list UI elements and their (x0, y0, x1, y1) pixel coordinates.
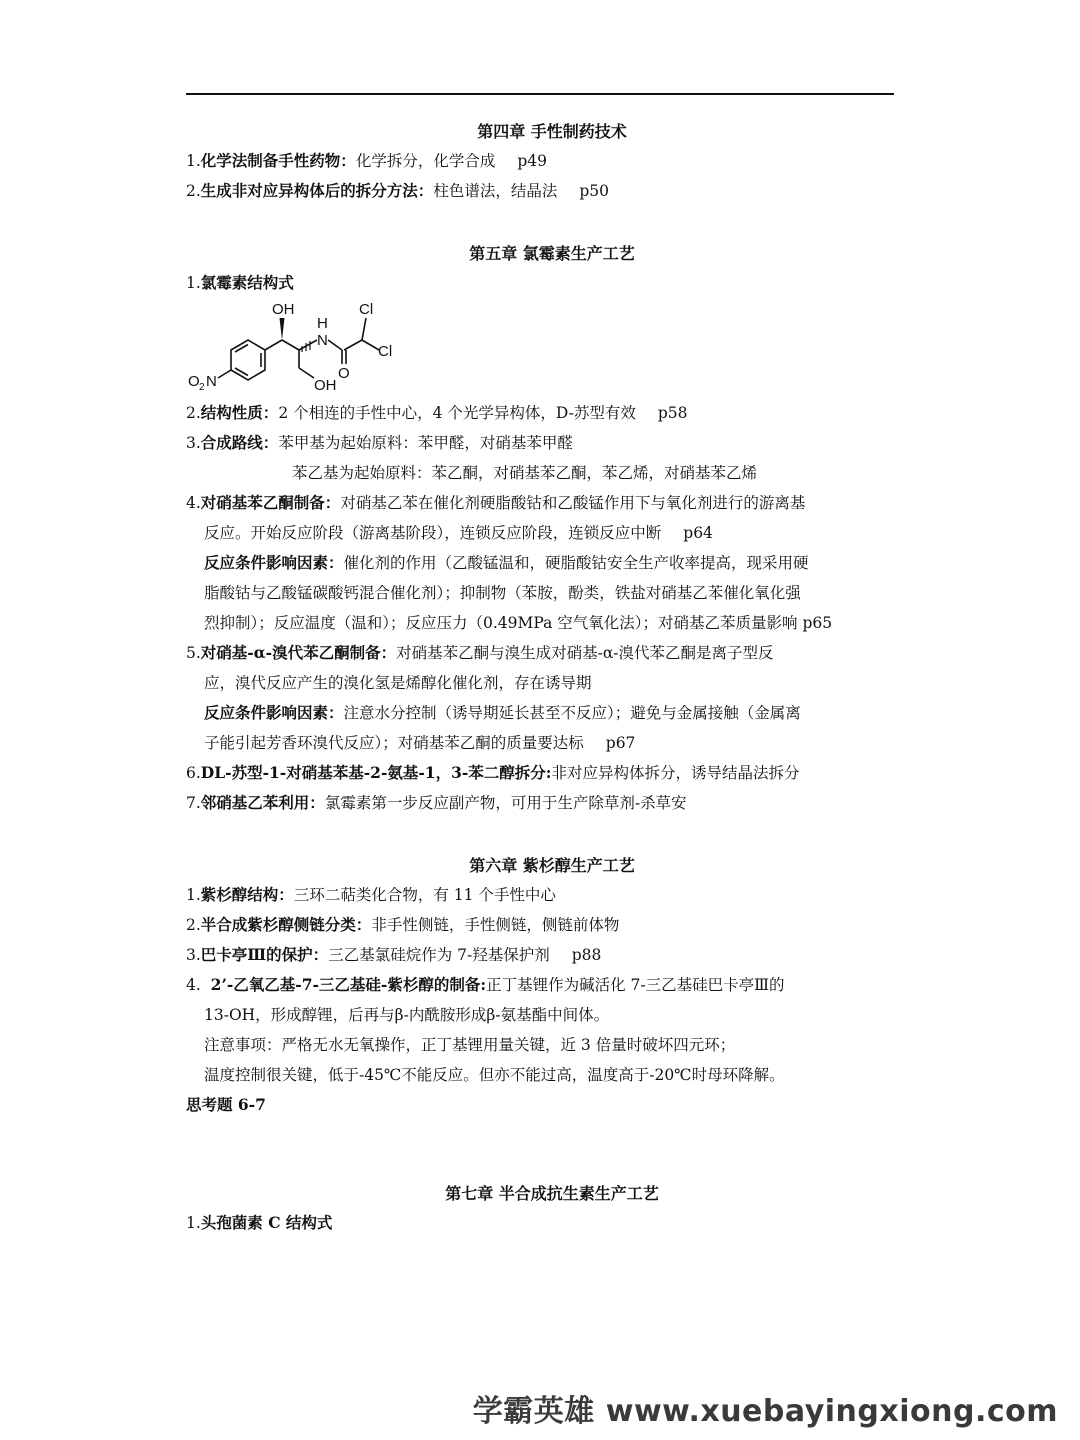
page-ref: p49 (517, 152, 547, 170)
hashed-bond (302, 341, 310, 352)
ch5-item-4-line-2 (186, 518, 898, 548)
thinking-questions: 思考题 6-7 (186, 1095, 266, 1114)
item-text: 对硝基苯乙酮与溴生成对硝基-α-溴代苯乙酮是离子型反 (396, 644, 774, 662)
item-label: 氯霉素结构式 (200, 273, 294, 292)
item-label: 巴卡亭Ⅲ的保护： (200, 945, 329, 964)
ch6-item-4-line-4: 温度控制很关键，低于-45℃不能反应。但亦不能过高，温度高于-20℃时母环降解。 (204, 1066, 785, 1084)
item-label: 结构性质： (200, 403, 279, 422)
site-watermark: 学霸英雄 www.xuebayingxiong.com (472, 1394, 1058, 1429)
cl-top-label: Cl (359, 301, 374, 318)
item-text: 2 个相连的手性中心，4 个光学异构体，D-苏型有效 (278, 404, 636, 422)
page-ref: p64 (683, 524, 713, 542)
ch5-item-4-factors-line-3 (186, 608, 898, 638)
nh-n-label: N (317, 332, 328, 349)
item-text: 反应。开始反应阶段（游离基阶段），连锁反应阶段，连锁反应中断 (204, 524, 662, 542)
no2-n-label: N (206, 373, 217, 390)
item-number: 3. (186, 434, 201, 452)
item-label: 对硝基-α-溴代苯乙酮制备： (200, 643, 397, 662)
carbonyl-o-label: O (338, 365, 350, 382)
item-text: 氯霉素第一步反应副产物，可用于生产除草剂-杀草安 (324, 794, 687, 812)
wedge-bond (280, 318, 285, 340)
item-label: 合成路线： (200, 433, 279, 452)
ch5-item-2 (186, 398, 898, 428)
ch5-item-3-line-2: 苯乙基为起始原料：苯乙酮，对硝基苯乙酮，苯乙烯，对硝基苯乙烯 (292, 464, 758, 482)
ch5-item-3 (186, 428, 898, 458)
item-label: 半合成紫杉醇侧链分类： (200, 915, 372, 934)
item-number: 2. (186, 916, 201, 934)
item-number: 1. (186, 274, 201, 292)
chapter-6-title: 第六章 紫杉醇生产工艺 (469, 856, 635, 875)
item-number: 1. (186, 152, 201, 170)
item-label: 紫杉醇结构： (200, 885, 294, 904)
item-number: 3. (186, 946, 201, 964)
item-text: 对硝基乙苯在催化剂硬脂酸钴和乙酸锰作用下与氧化剂进行的游离基 (340, 494, 806, 512)
ch5-item-5-line-2: 应，溴代反应产生的溴化氢是烯醇化催化剂，存在诱导期 (204, 674, 592, 692)
page-ref: p88 (571, 946, 602, 964)
ch5-item-4-factors-line-2: 脂酸钴与乙酸锰碳酸钙混合催化剂）；抑制物（苯胺，酚类，铁盐对硝基乙苯催化氧化强 (204, 584, 801, 602)
ch5-item-4-factors (186, 548, 898, 578)
page-ref: p65 (802, 614, 833, 632)
item-label: 2’-乙氧乙基-7-三乙基硅-紫杉醇的制备: (210, 975, 487, 994)
item-text: 非对应异构体拆分，诱导结晶法拆分 (551, 764, 800, 782)
item-text: 正丁基锂作为碱活化 7-三乙基硅巴卡亭Ⅲ的 (486, 976, 785, 994)
header-rule (186, 93, 894, 95)
ch5-item-4 (186, 488, 898, 518)
item-text: 苯甲基为起始原料：苯甲醛，对硝基苯甲醛 (278, 434, 573, 452)
ch5-item-7 (186, 788, 898, 818)
document-body (186, 118, 898, 1238)
page-ref: p67 (605, 734, 636, 752)
item-label: 化学法制备手性药物： (200, 151, 356, 170)
page-ref: p50 (579, 182, 609, 200)
nh-h-label: H (317, 315, 328, 332)
chapter-7-title: 第七章 半合成抗生素生产工艺 (445, 1184, 659, 1203)
item-number: 4. (186, 494, 201, 512)
item-number: 1. (186, 886, 201, 904)
no2-subscript: 2 (199, 382, 205, 393)
cl-right-label: Cl (378, 343, 393, 360)
item-label: 对硝基苯乙酮制备： (200, 493, 341, 512)
ch5-item-5-factors (186, 698, 898, 728)
item-text: 三环二萜类化合物，有 11 个手性中心 (293, 886, 556, 904)
item-text: 非手性侧链，手性侧链，侧链前体物 (371, 916, 620, 934)
ch6-item-4 (186, 970, 898, 1000)
factors-label: 反应条件影响因素： (204, 553, 344, 572)
item-label: DL-苏型-1-对硝基苯基-2-氨基-1，3-苯二醇拆分: (200, 763, 552, 782)
structure-bonds (218, 318, 379, 380)
ch5-item-5 (186, 638, 898, 668)
item-number: 4. (186, 976, 201, 994)
chloramphenicol-structure (186, 298, 436, 394)
item-text: 柱色谱法，结晶法 (433, 182, 558, 200)
factors-label: 反应条件影响因素： (204, 703, 344, 722)
item-text: 化学拆分，化学合成 (355, 152, 496, 170)
item-number: 2. (186, 182, 201, 200)
chapter-5-title: 第五章 氯霉素生产工艺 (469, 244, 635, 263)
page-ref: p58 (657, 404, 688, 422)
chapter-4-title: 第四章 手性制药技术 (477, 122, 627, 141)
oh-top-label: OH (272, 301, 295, 318)
item-label: 头孢菌素 C 结构式 (200, 1213, 333, 1232)
item-text: 烈抑制）；反应温度（温和）；反应压力（0.49MPa 空气氧化法）；对硝基乙苯质量影响 (204, 614, 798, 632)
ch6-item-3 (186, 940, 898, 970)
item-number: 5. (186, 644, 201, 662)
item-text: 子能引起芳香环溴代反应）；对硝基苯乙酮的质量要达标 (204, 734, 584, 752)
ch6-item-4-line-2: 13-OH，形成醇锂，后再与β-内酰胺形成β-氨基酯中间体。 (204, 1006, 610, 1024)
ch7-item-1 (186, 1208, 898, 1238)
item-number: 1. (186, 1214, 201, 1232)
item-number: 7. (186, 794, 201, 812)
ch5-item-6 (186, 758, 898, 788)
item-label: 邻硝基乙苯利用： (200, 793, 325, 812)
item-text: 催化剂的作用（乙酸锰温和，硬脂酸钴安全生产收率提高，现采用硬 (343, 554, 809, 572)
ch6-item-2 (186, 910, 898, 940)
item-number: 2. (186, 404, 201, 422)
ch4-item-2 (186, 176, 898, 206)
item-label: 生成非对应异构体后的拆分方法： (200, 181, 434, 200)
ch5-item-1 (186, 268, 898, 298)
item-number: 6. (186, 764, 201, 782)
ch6-item-1 (186, 880, 898, 910)
item-text: 注意水分控制（诱导期延长甚至不反应）；避免与金属接触（金属离 (343, 704, 801, 722)
ch5-item-5-factors-line-2 (186, 728, 898, 758)
oh-bottom-label: OH (314, 377, 337, 394)
ch6-item-4-line-3: 注意事项：严格无水无氧操作，正丁基锂用量关键，近 3 倍量时破坏四元环； (204, 1036, 736, 1054)
item-text: 三乙基氯硅烷作为 7-羟基保护剂 (328, 946, 550, 964)
no2-o-label: O (188, 373, 200, 390)
ch4-item-1 (186, 146, 898, 176)
